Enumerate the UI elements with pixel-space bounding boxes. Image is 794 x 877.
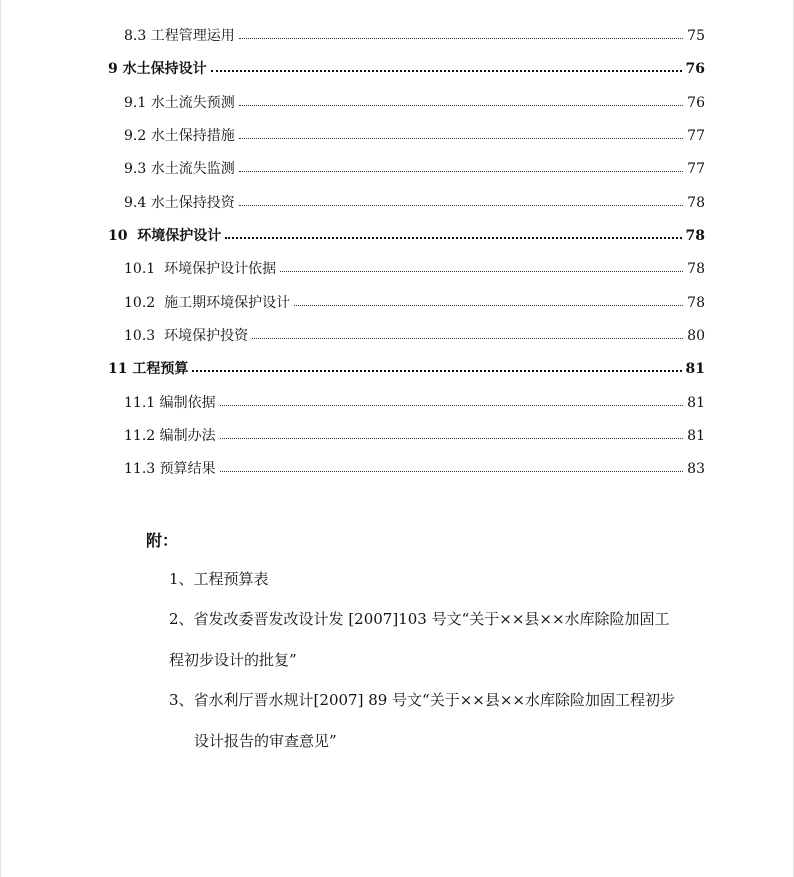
toc-entry-page: 78 xyxy=(685,227,705,244)
toc-entry[interactable] xyxy=(124,86,705,119)
toc-entry-page: 77 xyxy=(687,127,705,144)
toc-dot-leader xyxy=(211,70,682,72)
toc-entry-title: 9.3 水土流失监测 xyxy=(124,160,235,177)
toc-dot-leader xyxy=(252,338,683,339)
toc-dot-leader xyxy=(220,471,684,472)
toc-entry[interactable] xyxy=(124,286,705,319)
toc-entry-title: 9.4 水土保持投资 xyxy=(124,194,235,211)
toc-entry[interactable] xyxy=(124,452,705,485)
toc-dot-leader xyxy=(225,237,681,239)
appendix-item-3-line1: 3、省水利厅晋水规计[2007] 89 号文“关于××县××水库除险加固工程初步 xyxy=(169,691,675,709)
toc-entry[interactable] xyxy=(108,352,705,385)
appendix-item-1: 1、工程预算表 xyxy=(169,570,269,588)
toc-entry-page: 77 xyxy=(687,160,705,177)
appendix-heading: 附： xyxy=(146,531,179,550)
toc-entry[interactable] xyxy=(124,186,705,219)
toc-dot-leader xyxy=(239,171,683,172)
toc-dot-leader xyxy=(220,405,684,406)
toc-dot-leader xyxy=(239,138,683,139)
toc-entry-page: 78 xyxy=(687,194,705,211)
appendix-item-2-line2: 程初步设计的批复” xyxy=(169,651,297,669)
toc-entry-page: 78 xyxy=(687,260,705,277)
toc-entry[interactable] xyxy=(124,19,705,52)
toc-entry-title: 10.2 施工期环境保护设计 xyxy=(124,294,291,311)
toc-entry-title: 11 工程预算 xyxy=(108,360,189,377)
toc-entry-title: 10.3 环境保护投资 xyxy=(124,327,249,344)
toc-entry[interactable] xyxy=(124,119,705,152)
toc-entry-page: 78 xyxy=(687,294,705,311)
toc-entry-title: 10 环境保护设计 xyxy=(108,227,222,244)
toc-entry[interactable] xyxy=(124,386,705,419)
toc-entry-title: 8.3 工程管理运用 xyxy=(124,27,235,44)
toc-dot-leader xyxy=(239,105,683,106)
toc-entry-title: 9.2 水土保持措施 xyxy=(124,127,235,144)
toc-entry[interactable] xyxy=(108,219,705,252)
toc-dot-leader xyxy=(239,205,683,206)
toc-entry-title: 9 水土保持设计 xyxy=(108,60,207,77)
toc-entry-page: 81 xyxy=(687,394,705,411)
toc-entry[interactable] xyxy=(124,152,705,185)
toc-entry-page: 81 xyxy=(685,360,705,377)
toc-entry[interactable] xyxy=(124,319,705,352)
toc-entry-title: 9.1 水土流失预测 xyxy=(124,94,235,111)
toc-entry[interactable] xyxy=(124,419,705,452)
toc-entry-page: 76 xyxy=(685,60,705,77)
toc-entry-title: 11.3 预算结果 xyxy=(124,460,216,477)
toc-dot-leader xyxy=(192,370,681,372)
toc-entry-title: 10.1 环境保护设计依据 xyxy=(124,260,277,277)
toc-dot-leader xyxy=(220,438,684,439)
toc-entry-page: 76 xyxy=(687,94,705,111)
toc-dot-leader xyxy=(280,271,683,272)
toc-dot-leader xyxy=(294,305,683,306)
toc-entry-page: 80 xyxy=(687,327,705,344)
toc-entry[interactable] xyxy=(124,252,705,285)
toc-entry-page: 83 xyxy=(687,460,705,477)
toc-entry-title: 11.2 编制办法 xyxy=(124,427,216,444)
appendix-item-2-line1: 2、省发改委晋发改设计发 [2007]103 号文“关于××县××水库除险加固工 xyxy=(169,610,670,628)
toc-entry[interactable] xyxy=(108,52,705,85)
toc-dot-leader xyxy=(239,38,683,39)
appendix-item-3-line2: 设计报告的审查意见” xyxy=(194,732,337,750)
toc-entry-page: 75 xyxy=(687,27,705,44)
toc-entry-page: 81 xyxy=(687,427,705,444)
toc-entry-title: 11.1 编制依据 xyxy=(124,394,216,411)
